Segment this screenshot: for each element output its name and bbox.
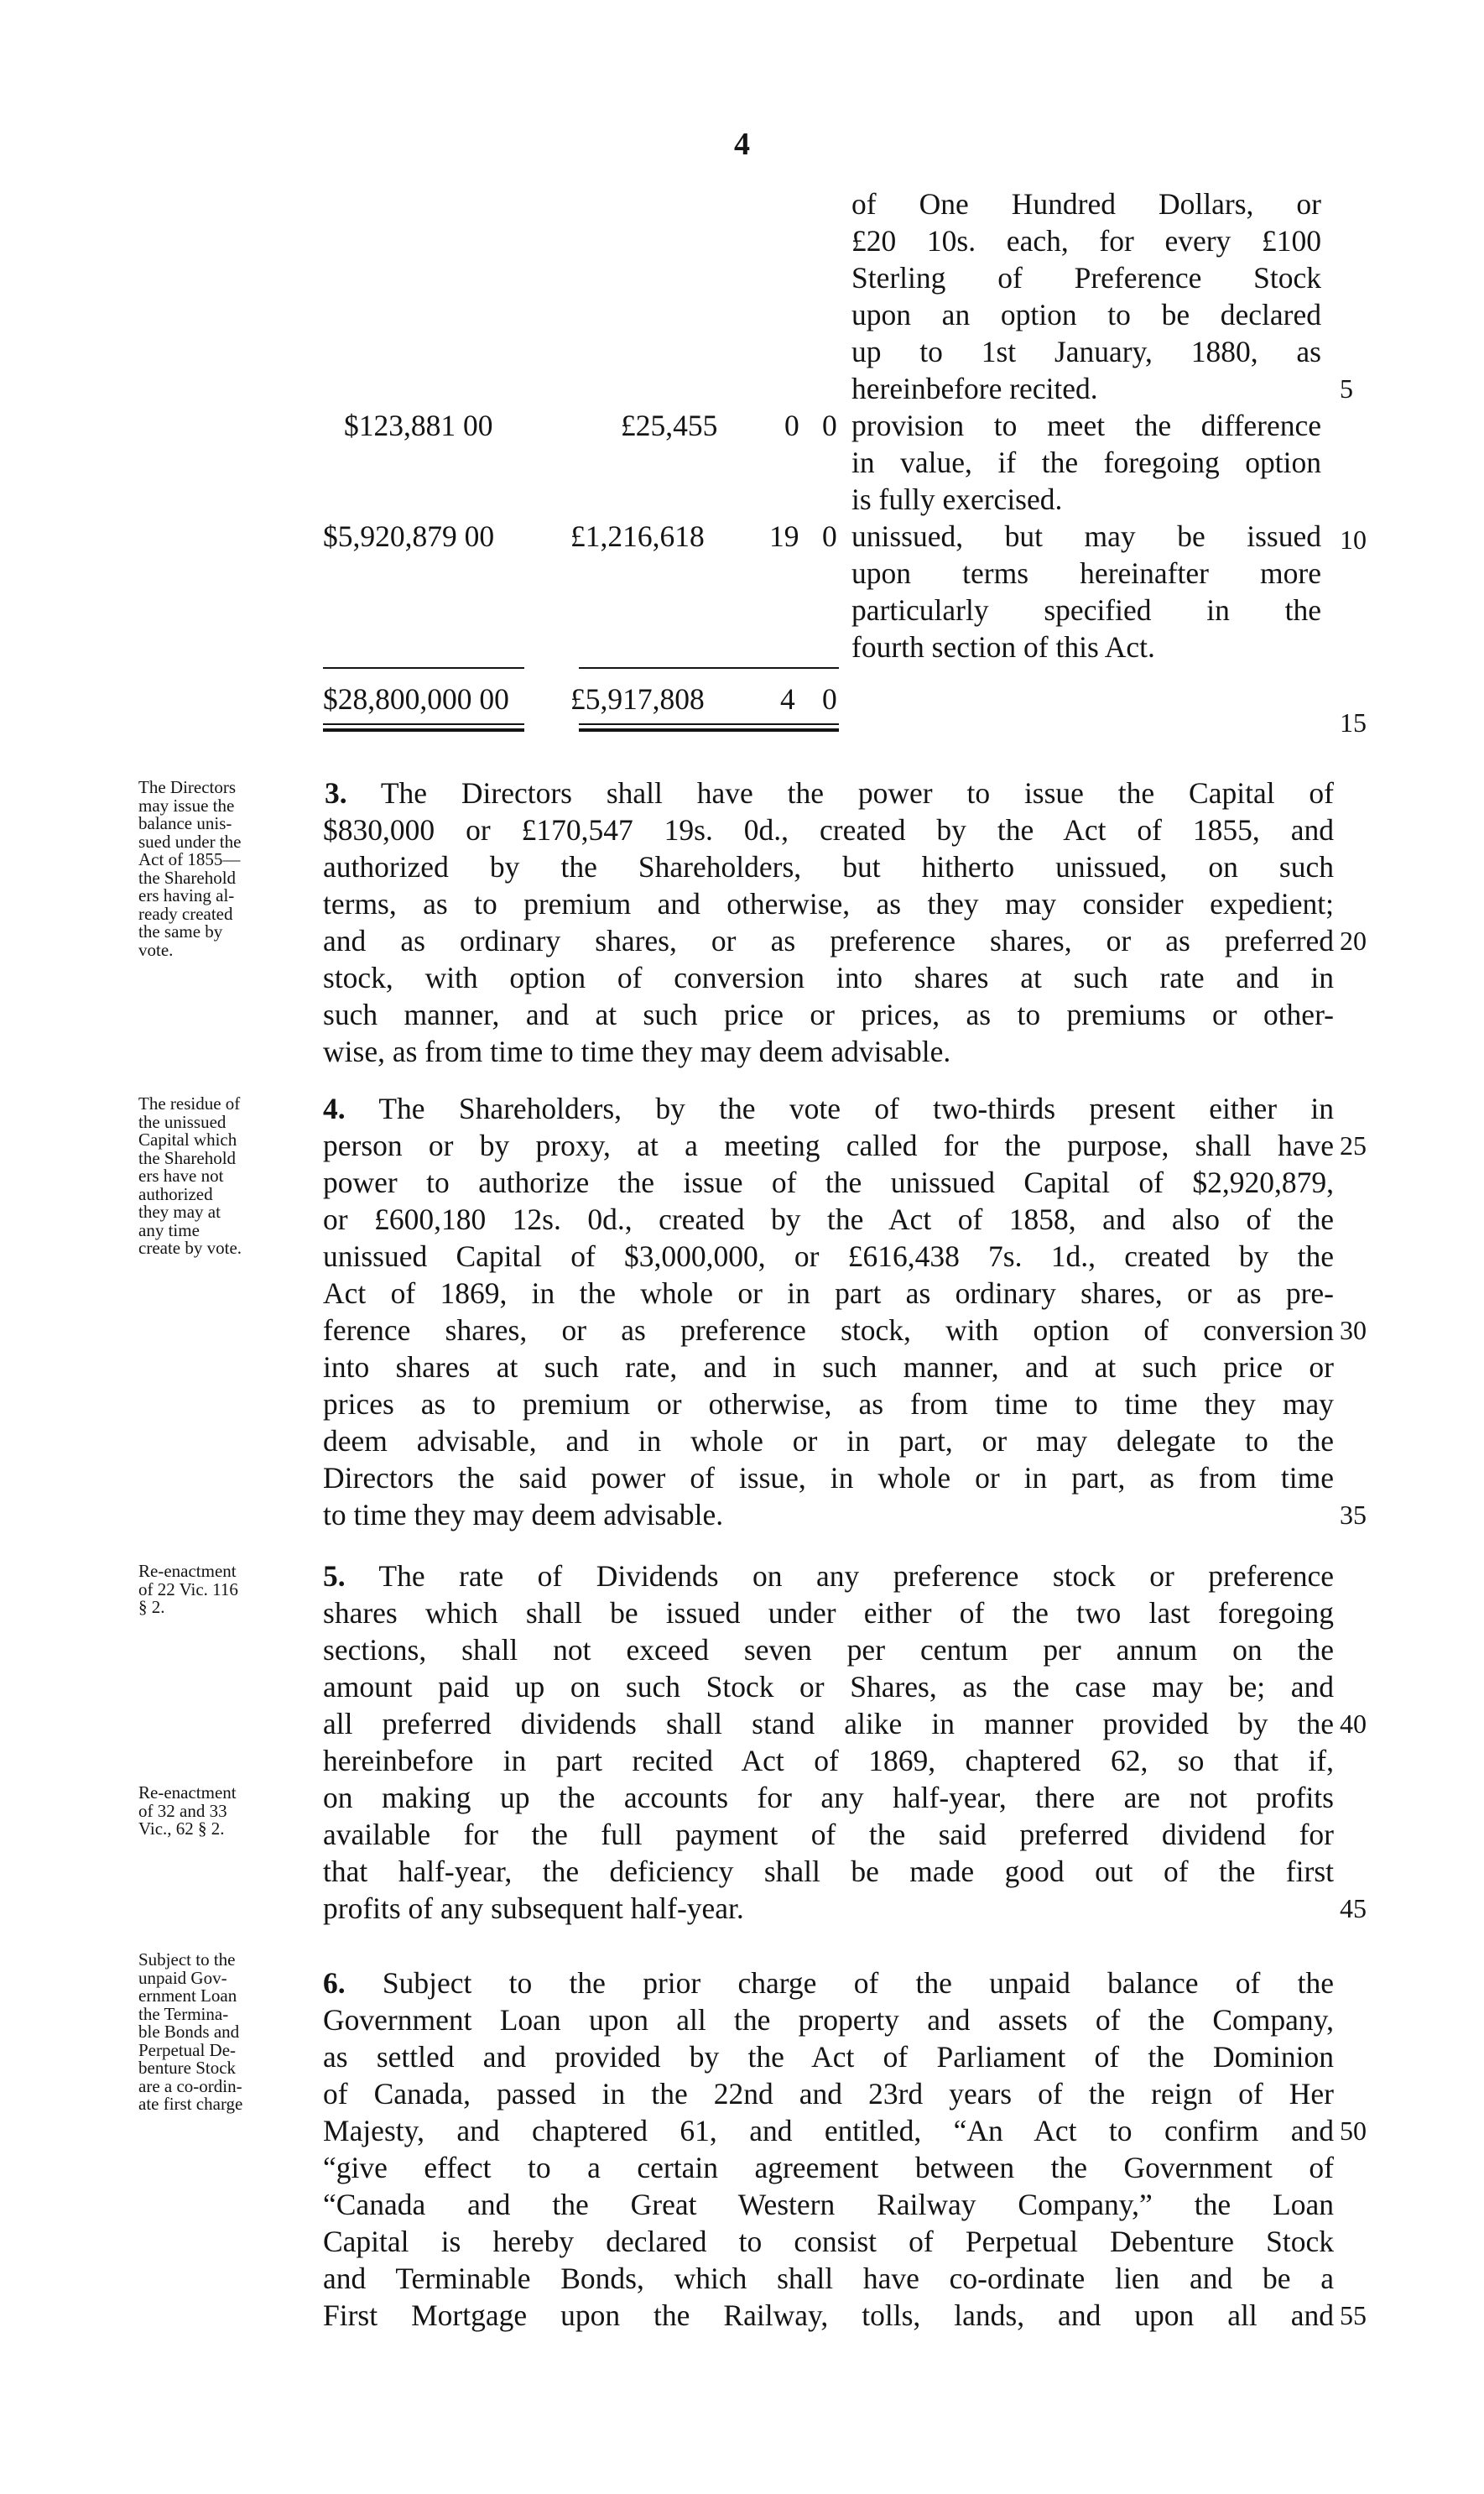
margin-note: The residue of the unissued Capital which the Sharehold ers have not authorized they may at any time create by vote. xyxy=(138,1093,242,1258)
table-description-line: £20 10s. each, for every £100 xyxy=(851,224,1321,258)
section-line: “give effect to a certain agreement between the Government of xyxy=(323,2151,1334,2184)
section-line xyxy=(323,1089,1334,1128)
section-number: 4. xyxy=(323,1092,346,1125)
table-description-line: hereinbefore recited. xyxy=(851,372,1098,405)
table-pence: 0 xyxy=(822,409,837,442)
section-line: or £600,180 12s. 0d., created by the Act of 1858, and also of the xyxy=(323,1203,1334,1236)
section-line: stock, with option of conversion into shares at such rate and in xyxy=(323,961,1334,994)
section-line: Directors the said power of issue, in whole or in part, as from time xyxy=(323,1461,1334,1495)
table-description-line: Sterling of Preference Stock xyxy=(851,261,1321,295)
table-description-line: particularly specified in the xyxy=(851,593,1321,627)
section-line: that half-year, the deficiency shall be made good out of the first xyxy=(323,1855,1334,1888)
section-line: and as ordinary shares, or as preference shares, or as preferred xyxy=(323,924,1334,957)
section-line: wise, as from time to time they may deem advisable. xyxy=(323,1035,951,1068)
section-line: of Canada, passed in the 22nd and 23rd years of the reign of Her xyxy=(323,2077,1334,2111)
table-rule xyxy=(579,723,839,725)
section-line: person or by proxy, at a meeting called for the purpose, shall have xyxy=(323,1129,1334,1162)
table-description-line: provision to meet the difference xyxy=(851,409,1321,442)
table-rule xyxy=(323,667,524,669)
table-description-line: upon terms hereinafter more xyxy=(851,556,1321,590)
section-line: “Canada and the Great Western Railway Company,” the Loan xyxy=(323,2188,1334,2221)
table-description-line: in value, if the foregoing option xyxy=(851,446,1321,479)
section-line: available for the full payment of the said preferred dividend for xyxy=(323,1818,1334,1851)
section-line: prices as to premium or otherwise, as from time to time they may xyxy=(323,1387,1334,1421)
section-line: as settled and provided by the Act of Parliament of the Dominion xyxy=(323,2040,1334,2074)
section-line: Majesty, and chaptered 61, and entitled, “An Act to confirm and xyxy=(323,2114,1334,2147)
section-line: on making up the accounts for any half-year, there are not profits xyxy=(323,1781,1334,1814)
section-line-text: Subject to the prior charge of the unpaid balance of the xyxy=(382,1966,1334,2000)
section-line: such manner, and at such price or prices, as to premiums or other- xyxy=(323,998,1334,1031)
table-total-dollars: $28,800,000 00 xyxy=(323,682,509,716)
margin-note: Subject to the unpaid Gov- ernment Loan the Termina- ble Bonds and Perpetual De- benture Stock are a co-ordin- ate first charge xyxy=(138,1949,243,2114)
table-total-pounds: £5,917,808 xyxy=(570,682,705,716)
section-line: to time they may deem advisable. xyxy=(323,1498,724,1531)
margin-note: Re-enactment of 32 and 33 Vic., 62 § 2. xyxy=(138,1782,237,1839)
table-pence: 0 xyxy=(822,519,837,553)
section-line: sections, shall not exceed seven per centum per annum on the xyxy=(323,1633,1334,1667)
table-rule xyxy=(579,667,839,669)
table-total-shillings: 4 xyxy=(780,682,795,716)
section-line: authorized by the Shareholders, but hitherto unissued, on such xyxy=(323,850,1334,884)
section-line: Act of 1869, in the whole or in part as ordinary shares, or as pre- xyxy=(323,1276,1334,1310)
section-line-text: The rate of Dividends on any preference stock or preference xyxy=(378,1559,1335,1593)
section-line: unissued Capital of $3,000,000, or £616,438 7s. 1d., created by the xyxy=(323,1239,1334,1273)
section-line xyxy=(323,774,1334,812)
section-line-text: The Directors shall have the power to issue the Capital of xyxy=(380,776,1335,810)
section-number: 3. xyxy=(325,776,347,810)
section-line: into shares at such rate, and in such manner, and at such price or xyxy=(323,1350,1334,1384)
table-description-line: up to 1st January, 1880, as xyxy=(851,335,1321,368)
section-line: and Terminable Bonds, which shall have co-ordinate lien and be a xyxy=(323,2262,1334,2295)
line-number: 5 xyxy=(1340,373,1353,404)
table-total-pence: 0 xyxy=(822,682,837,716)
margin-note: The Directors may issue the balance unis- sued under the Act of 1855— the Sharehold ers having al- ready created the same by vote. xyxy=(138,777,242,960)
table-description-line: fourth section of this Act. xyxy=(851,630,1155,664)
table-rule xyxy=(579,728,839,732)
section-line: all preferred dividends shall stand alike in manner provided by the xyxy=(323,1707,1334,1740)
line-number: 45 xyxy=(1340,1893,1367,1923)
section-line: Capital is hereby declared to consist of Perpetual Debenture Stock xyxy=(323,2225,1334,2258)
table-description-line: upon an option to be declared xyxy=(851,298,1321,331)
section-line xyxy=(323,1964,1334,2002)
table-shillings: 19 xyxy=(769,519,799,553)
table-description-line: of One Hundred Dollars, or xyxy=(851,187,1321,221)
section-line: shares which shall be issued under either of the two last foregoing xyxy=(323,1596,1334,1630)
table-pounds: £25,455 xyxy=(621,409,718,442)
table-dollars: $123,881 00 xyxy=(344,409,493,442)
line-number: 10 xyxy=(1340,524,1367,555)
line-number: 40 xyxy=(1340,1709,1367,1739)
line-number: 35 xyxy=(1340,1500,1367,1530)
table-rule xyxy=(323,723,524,725)
section-line: amount paid up on such Stock or Shares, as the case may be; and xyxy=(323,1670,1334,1704)
line-number: 20 xyxy=(1340,926,1367,956)
section-line: ference shares, or as preference stock, with option of conversion xyxy=(323,1313,1334,1347)
section-number: 6. xyxy=(323,1966,346,2000)
section-line-text: The Shareholders, by the vote of two-thirds present either in xyxy=(378,1092,1335,1125)
line-number: 30 xyxy=(1340,1315,1367,1345)
section-line: hereinbefore in part recited Act of 1869, chaptered 62, so that if, xyxy=(323,1744,1334,1777)
section-line xyxy=(323,1557,1334,1595)
table-description-line: is fully exercised. xyxy=(851,483,1063,516)
section-line: profits of any subsequent half-year. xyxy=(323,1891,744,1925)
section-number: 5. xyxy=(323,1559,346,1593)
table-shillings: 0 xyxy=(784,409,799,442)
line-number: 15 xyxy=(1340,707,1367,738)
page-number: 4 xyxy=(734,127,750,162)
section-line: power to authorize the issue of the unissued Capital of $2,920,879, xyxy=(323,1166,1334,1199)
section-line: terms, as to premium and otherwise, as they may consider expedient; xyxy=(323,887,1334,921)
margin-note: Re-enactment of 22 Vic. 116 § 2. xyxy=(138,1561,238,1617)
table-description-line: unissued, but may be issued xyxy=(851,519,1321,553)
line-number: 50 xyxy=(1340,2116,1367,2146)
section-line: deem advisable, and in whole or in part, or may delegate to the xyxy=(323,1424,1334,1458)
section-line: Government Loan upon all the property and assets of the Company, xyxy=(323,2003,1334,2037)
table-dollars: $5,920,879 00 xyxy=(323,519,495,553)
section-line: First Mortgage upon the Railway, tolls, lands, and upon all and xyxy=(323,2298,1334,2332)
table-pounds: £1,216,618 xyxy=(570,519,705,553)
line-number: 55 xyxy=(1340,2300,1367,2330)
table-rule xyxy=(323,728,524,732)
section-line: $830,000 or £170,547 19s. 0d., created by the Act of 1855, and xyxy=(323,813,1334,847)
line-number: 25 xyxy=(1340,1130,1367,1161)
